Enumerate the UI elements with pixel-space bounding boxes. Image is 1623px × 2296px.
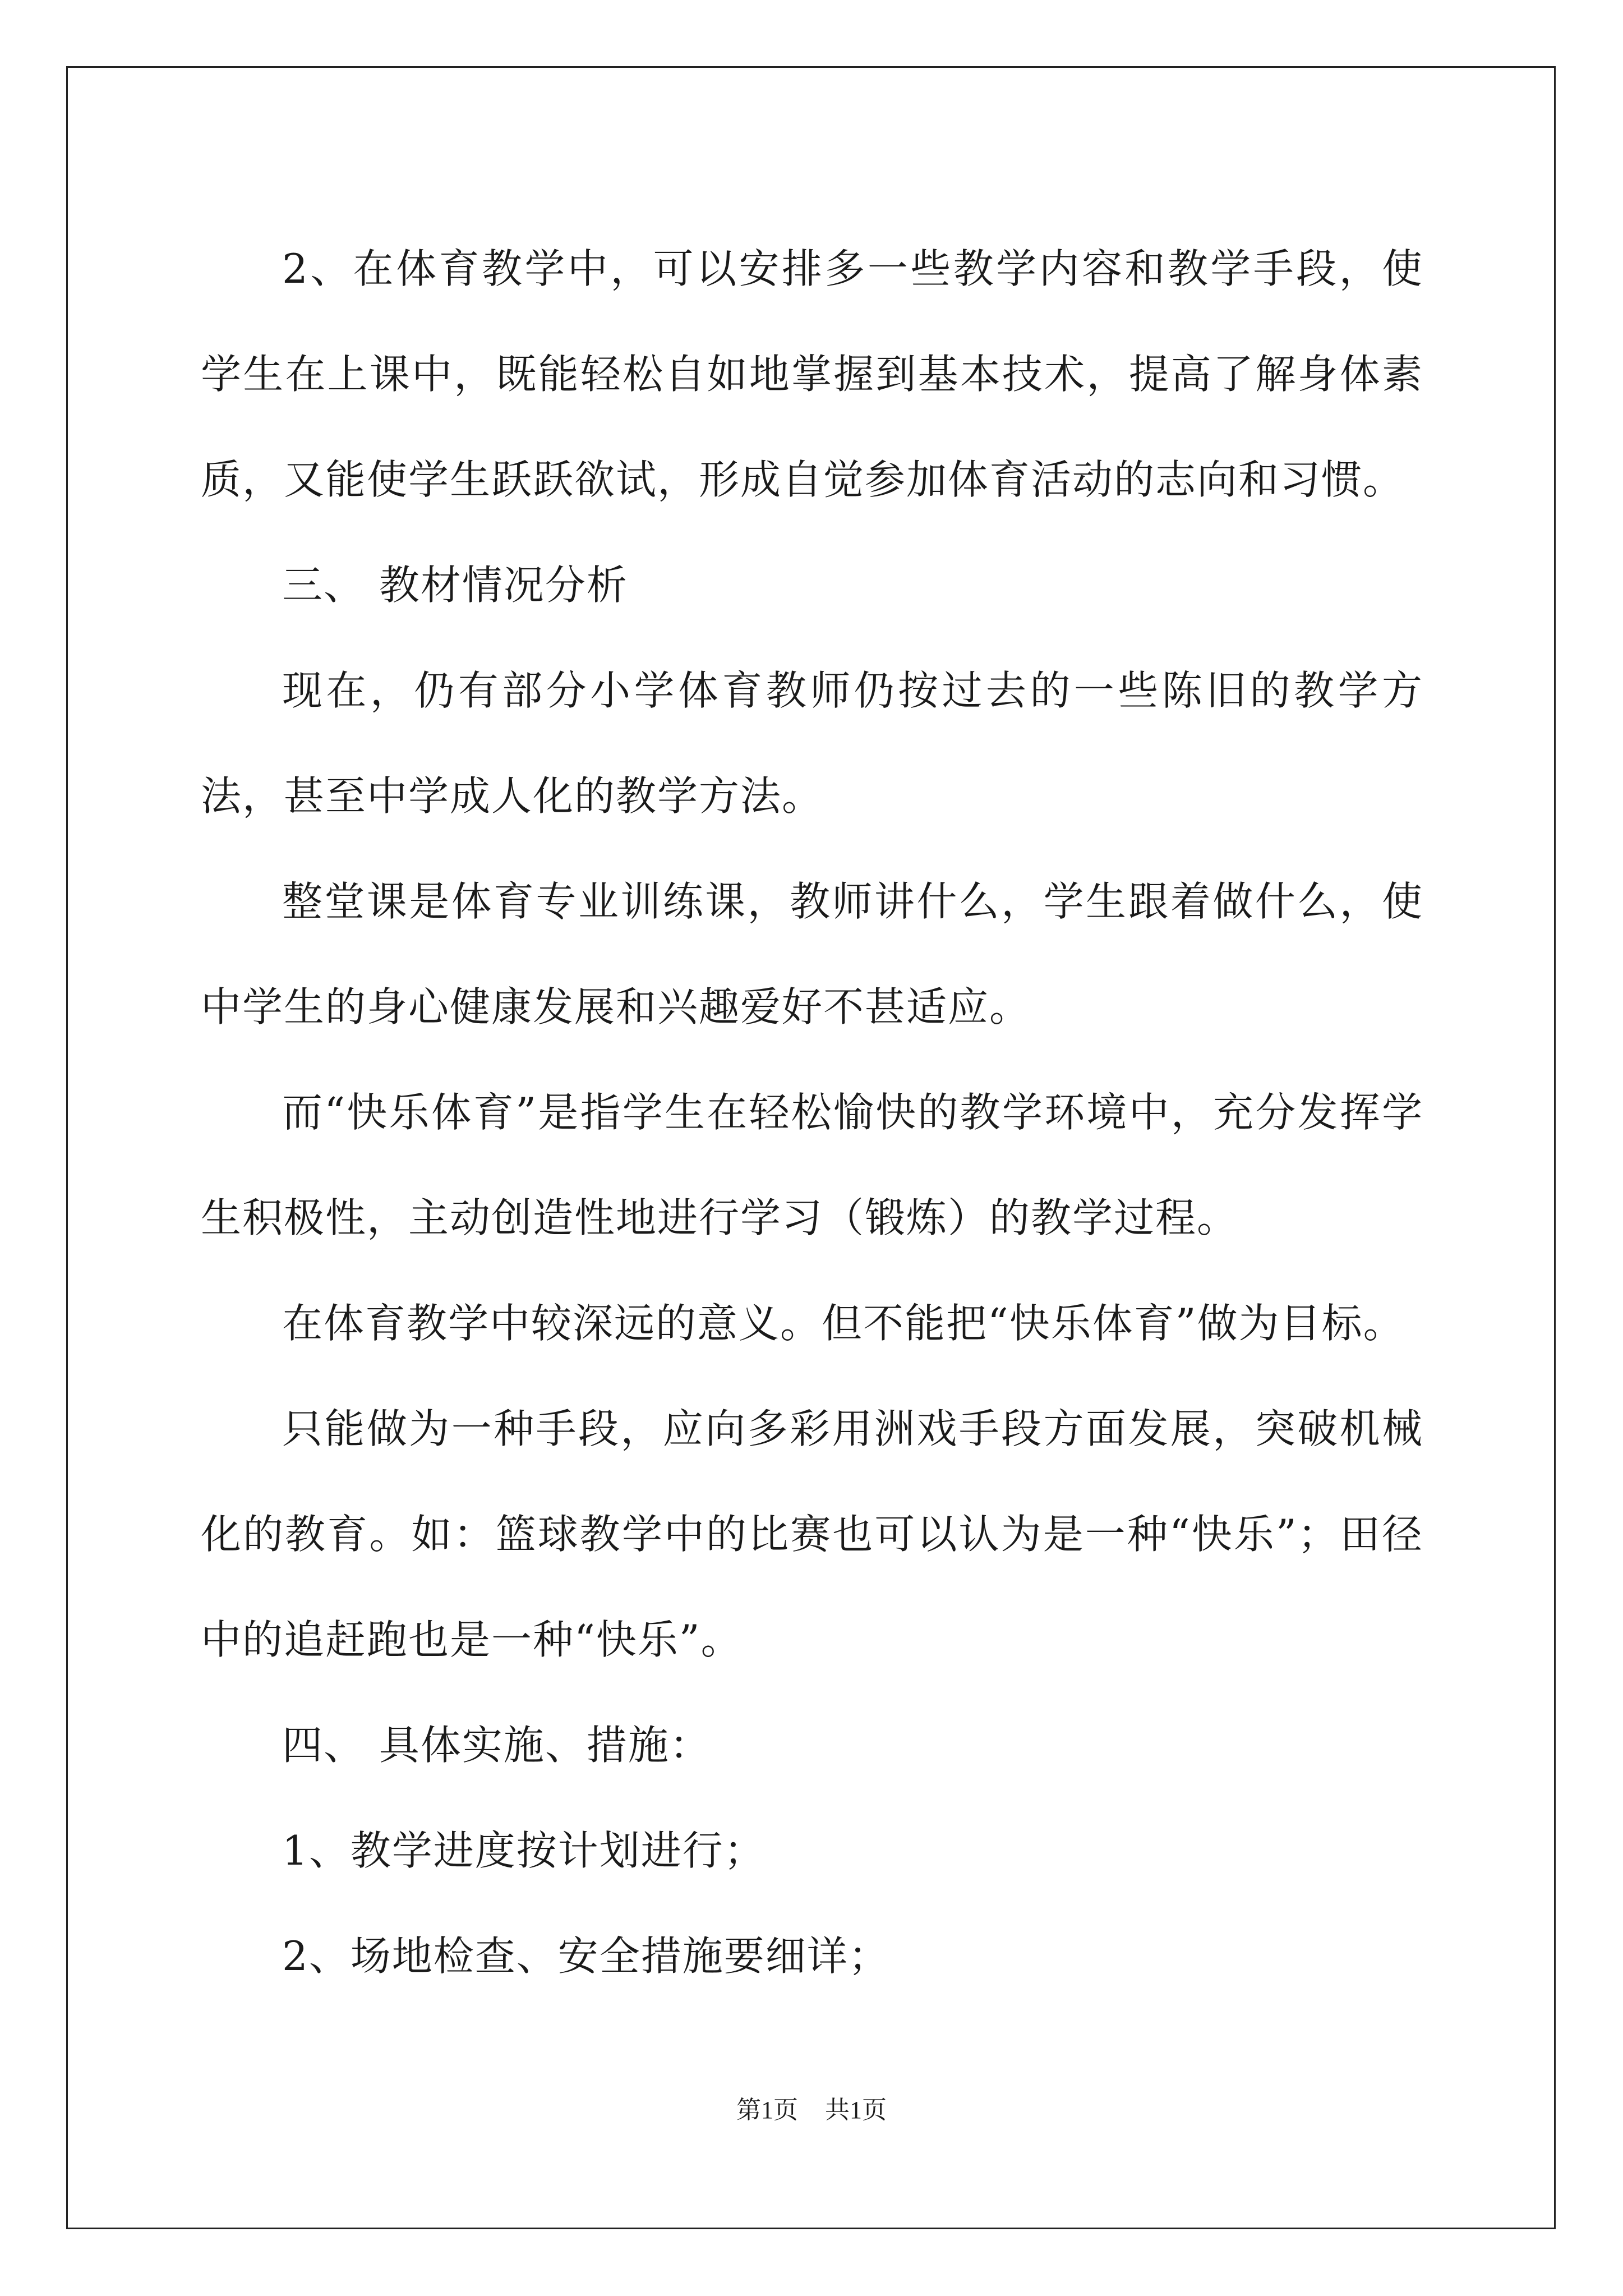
list-item-1: 1、教学进度按计划进行； (282, 1827, 766, 1874)
paragraph-6: 只能做为一种手段，应向多彩用洲戏手段方面发展，突破机械化的教育。如：篮球教学中的比赛也可以认为是一种“快乐”；田径中的追赶跑也是一种“快乐”。 (201, 1405, 1423, 1663)
paragraph-2: 现在，仍有部分小学体育教师仍按过去的一些陈旧的教学方法，甚至中学成人化的教学方法。 (201, 667, 1423, 820)
section-heading-4: 四、 具体实施、措施： (282, 1722, 711, 1769)
document-body (201, 216, 1423, 2009)
page-number-current: 第1页 (736, 2096, 798, 2124)
paragraph-4: 而“快乐体育”是指学生在轻松愉快的教学环境中，充分发挥学生积极性，主动创造性地进行学习（锻炼）的教学过程。 (201, 1089, 1423, 1241)
page-footer (0, 2090, 1623, 2125)
section-heading-3: 三、 教材情况分析 (282, 562, 628, 609)
paragraph-5: 在体育教学中较深远的意义。但不能把“快乐体育”做为目标。 (282, 1300, 1405, 1347)
list-item-2: 2、场地检查、安全措施要细详； (282, 1932, 890, 1980)
page-number-total: 共1页 (825, 2096, 887, 2124)
paragraph-3: 整堂课是体育专业训练课，教师讲什么，学生跟着做什么，使中学生的身心健康发展和兴趣爱好不甚适应。 (201, 878, 1423, 1030)
paragraph-1: 2、在体育教学中，可以安排多一些教学内容和教学手段，使学生在上课中，既能轻松自如地掌握到基本技术，提高了解身体素质，又能使学生跃跃欲试，形成自觉参加体育活动的志向和习惯。 (201, 245, 1423, 503)
